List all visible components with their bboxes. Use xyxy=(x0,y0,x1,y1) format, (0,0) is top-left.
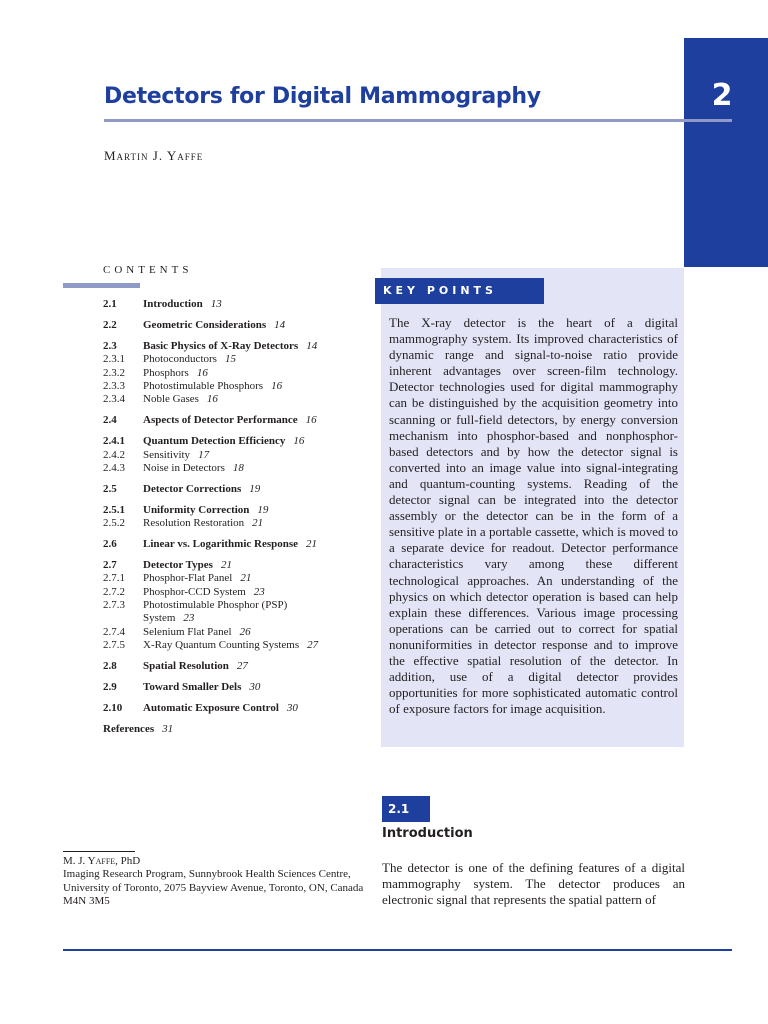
footnote-author-degree: , PhD xyxy=(115,855,141,867)
toc-entry-title-text: Toward Smaller Dels xyxy=(143,680,242,693)
toc-entry-number: 2.7.3 xyxy=(103,599,125,612)
toc-entry-number: 2.10 xyxy=(103,701,123,714)
toc-entry-number: 2.5 xyxy=(103,482,117,495)
toc-entry xyxy=(103,319,373,332)
toc-entry-title-text: Uniformity Correction xyxy=(143,503,250,516)
toc-entry-title-text: Noble Gases xyxy=(143,393,199,406)
toc-entry-number: 2.5.2 xyxy=(103,517,125,530)
toc-entry xyxy=(103,660,373,673)
toc-entry-title-text: Selenium Flat Panel xyxy=(143,625,232,638)
toc-entry xyxy=(103,586,373,599)
toc-entry-title-text: Photostimulable Phosphor (PSP) xyxy=(143,599,288,612)
toc-entry xyxy=(103,435,373,448)
toc-entry-page: 16 xyxy=(293,435,305,448)
toc-entry xyxy=(103,380,373,393)
toc-entry-page: 31 xyxy=(162,722,174,735)
toc-entry-title xyxy=(143,435,304,448)
toc-entry-title xyxy=(143,380,282,393)
contents-divider xyxy=(63,283,140,288)
toc-entry xyxy=(103,599,373,612)
toc-entry-number: 2.7 xyxy=(103,558,117,571)
key-points-text: The X-ray detector is the heart of a digital mammography system. Its improved characteristics of dynamic range and signal-to-noise ratio provide inherent advantages over screen-film technology. Detector technologies used for digital mammography can be distinguished by the acquisition geometry into scanning or full-field detectors, by energy conversion mechanism into phosphor-based and nonphosphor-based detectors and by how the detector signal is converted into an image value into signal-integrating and quantum-counting systems. Reading of the detector signal can be integrated into the detector assembly or the detector can be in the form of a sensitive plate in a portable cassette, which is moved to a separate device for readout. Detector performance characteristics vary among these different technological approaches. An understanding of the physics on which detector operation is based can help explain these differences. Various image processing operations can be carried out to correct for spatial nonuniformities in detector response and to improve the effective spatial resolution of the detector. In addition, use of a digital detector provides opportunities for more sophisticated automatic control of exposure factors for image acquisition. xyxy=(389,315,678,717)
toc-entry-number: 2.7.4 xyxy=(103,625,125,638)
toc-entry-number: 2.8 xyxy=(103,660,117,673)
toc-entry-number: 2.5.1 xyxy=(103,503,125,516)
toc-entry xyxy=(103,723,373,736)
toc-entry xyxy=(103,504,373,517)
toc-entry-number: 2.3.1 xyxy=(103,353,125,366)
toc-entry-title-text: Quantum Detection Efficiency xyxy=(143,435,286,448)
toc-entry-title-text: Geometric Considerations xyxy=(143,318,267,331)
toc-entry xyxy=(103,298,373,311)
toc-entry-title-text: Resolution Restoration xyxy=(143,517,245,530)
toc-entry-page: 16 xyxy=(271,379,283,392)
toc-entry xyxy=(103,462,373,475)
toc-entry-page: 30 xyxy=(249,680,261,693)
toc-entry-page: 15 xyxy=(224,353,236,366)
toc-entry-title-text: Linear vs. Logarithmic Response xyxy=(143,537,299,550)
toc-entry-title xyxy=(143,340,317,353)
toc-entry-title xyxy=(143,414,317,427)
toc-entry-number: 2.7.1 xyxy=(103,572,125,585)
toc-entry-title xyxy=(143,393,218,406)
toc-entry-title xyxy=(143,681,260,694)
toc-entry xyxy=(103,626,373,639)
chapter-title: Detectors for Digital Mammography xyxy=(104,84,541,109)
toc-entry-number: 2.9 xyxy=(103,680,117,693)
section-title: Introduction xyxy=(382,826,473,841)
toc-entry xyxy=(103,702,373,715)
section-body-text: The detector is one of the defining features of a digital mammography system. The detector produces an electronic signal that represents the spatial pattern of xyxy=(382,860,685,908)
toc-entry-title-text: Detector Corrections xyxy=(143,482,242,495)
toc-entry-title xyxy=(143,483,260,496)
toc-entry-title xyxy=(143,353,236,366)
toc-entry xyxy=(103,414,373,427)
toc-entry-number: 2.1 xyxy=(103,298,117,310)
toc-entry-number: 2.4.3 xyxy=(103,461,125,474)
toc-entry-title xyxy=(143,559,232,572)
key-points-label: KEY POINTS xyxy=(375,278,544,304)
toc-entry-title-text: Phosphor-Flat Panel xyxy=(143,572,233,585)
toc-entry-title-text: Sensitivity xyxy=(143,448,191,461)
table-of-contents xyxy=(103,298,373,736)
toc-entry-page: 16 xyxy=(196,366,208,379)
toc-entry-title xyxy=(143,517,263,530)
toc-entry-title xyxy=(143,639,318,652)
toc-entry-title-text: Noise in Detectors xyxy=(143,461,225,474)
toc-entry-page: 21 xyxy=(220,558,232,571)
toc-entry xyxy=(103,538,373,551)
toc-entry-number: 2.4.2 xyxy=(103,448,125,461)
toc-entry-number: 2.3 xyxy=(103,339,117,352)
toc-entry-page: 17 xyxy=(198,448,210,461)
toc-entry-page: 18 xyxy=(232,461,244,474)
toc-entry-page: 23 xyxy=(183,612,195,625)
toc-entry-title xyxy=(143,462,244,475)
toc-entry-title-text: Photoconductors xyxy=(143,353,217,366)
section-number: 2.1 xyxy=(382,796,430,822)
toc-entry-page: 27 xyxy=(307,639,319,652)
footnote-author-name: M. J. Yaffe xyxy=(63,855,116,867)
toc-entry-page: 16 xyxy=(206,393,218,406)
toc-entry-title-text: References xyxy=(103,722,155,735)
toc-entry-page: 30 xyxy=(286,701,298,714)
toc-entry-page: 13 xyxy=(210,298,222,310)
toc-entry xyxy=(103,572,373,585)
toc-entry-title-text: Aspects of Detector Performance xyxy=(143,414,298,427)
toc-entry-title xyxy=(143,572,251,585)
toc-entry xyxy=(103,483,373,496)
toc-entry xyxy=(103,340,373,353)
toc-entry-title xyxy=(143,660,248,673)
toc-entry-title-text: Detector Types xyxy=(143,558,213,571)
toc-entry-title xyxy=(143,626,251,639)
author-footnote xyxy=(63,855,367,909)
toc-entry-title-text: System xyxy=(143,612,176,625)
toc-entry-title xyxy=(143,504,268,517)
toc-entry-page: 19 xyxy=(249,482,261,495)
toc-entry xyxy=(103,612,373,625)
toc-entry-title xyxy=(103,723,173,736)
toc-entry-title xyxy=(143,449,209,462)
toc-entry-title xyxy=(143,367,208,380)
toc-entry xyxy=(103,367,373,380)
toc-entry-number: 2.3.2 xyxy=(103,366,125,379)
toc-entry-number: 2.7.5 xyxy=(103,639,125,652)
toc-entry-title xyxy=(143,702,298,715)
toc-entry-number: 2.3.4 xyxy=(103,393,125,406)
toc-entry-page: 19 xyxy=(257,503,269,516)
chapter-number-box xyxy=(684,38,768,267)
chapter-author: Martin J. Yaffe xyxy=(104,148,204,163)
chapter-number: 2 xyxy=(711,78,733,113)
toc-entry-page: 21 xyxy=(252,517,264,530)
toc-entry-number: 2.4.1 xyxy=(103,435,125,448)
footnote-divider xyxy=(63,851,135,852)
toc-entry-title xyxy=(143,298,222,311)
toc-entry-page: 14 xyxy=(306,339,318,352)
toc-entry-page: 27 xyxy=(236,660,248,673)
toc-entry-title xyxy=(143,599,287,612)
toc-entry-title-text: Phosphor-CCD System xyxy=(143,585,246,598)
toc-entry-title-text: X-Ray Quantum Counting Systems xyxy=(143,639,300,652)
toc-entry-number: 2.6 xyxy=(103,537,117,550)
toc-entry-number: 2.3.3 xyxy=(103,379,125,392)
toc-entry xyxy=(103,449,373,462)
toc-entry-page: 26 xyxy=(239,625,251,638)
contents-heading: CONTENTS xyxy=(103,264,193,276)
toc-entry-number: 2.2 xyxy=(103,318,117,331)
toc-entry-title-text: Photostimulable Phosphors xyxy=(143,379,264,392)
toc-entry xyxy=(103,393,373,406)
page-bottom-rule xyxy=(63,949,732,951)
toc-entry xyxy=(103,681,373,694)
toc-entry-title-text: Basic Physics of X-Ray Detectors xyxy=(143,339,299,352)
toc-entry-title xyxy=(143,586,265,599)
toc-entry-title-text: Spatial Resolution xyxy=(143,660,229,673)
toc-entry-number: 2.4 xyxy=(103,414,117,427)
toc-entry-number: 2.7.2 xyxy=(103,585,125,598)
toc-entry-page: 16 xyxy=(305,414,317,427)
toc-entry-title xyxy=(143,612,194,625)
toc-entry xyxy=(103,559,373,572)
toc-entry-page: 21 xyxy=(306,537,318,550)
toc-entry-page: 14 xyxy=(274,318,286,331)
toc-entry-title xyxy=(143,319,285,332)
toc-entry-title-text: Introduction xyxy=(143,298,203,310)
toc-entry-title xyxy=(143,538,317,551)
toc-entry-page: 23 xyxy=(253,585,265,598)
toc-entry-title-text: Automatic Exposure Control xyxy=(143,701,279,714)
toc-entry xyxy=(103,639,373,652)
title-divider xyxy=(104,119,732,122)
toc-entry-title-text: Phosphors xyxy=(143,366,189,379)
toc-entry xyxy=(103,517,373,530)
footnote-affiliation: Imaging Research Program, Sunnybrook Health Sciences Centre, University of Toronto, 2075 Bayview Avenue, Toronto, ON, Canada M4N 3M5 xyxy=(63,868,364,908)
toc-entry-page: 21 xyxy=(240,572,252,585)
toc-entry xyxy=(103,353,373,366)
